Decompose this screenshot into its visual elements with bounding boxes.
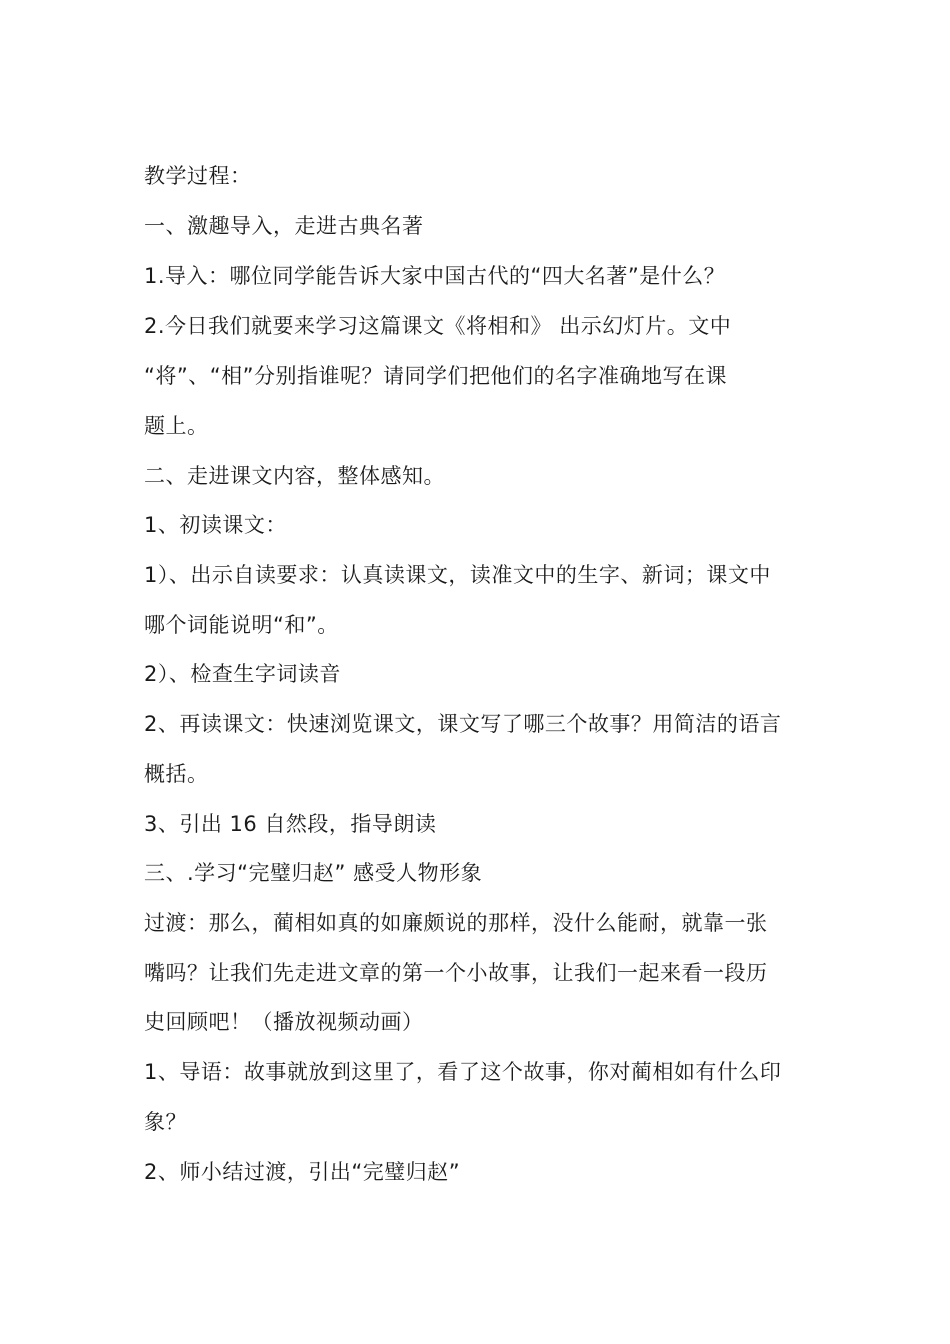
section-heading: 二、走进课文内容，整体感知。	[144, 464, 445, 488]
text-line: 过渡：那么，蔺相如真的如廉颇说的那样，没什么能耐，就靠一张	[144, 911, 768, 935]
text-line: 嘴吗？让我们先走进文章的第一个小故事，让我们一起来看一段历	[144, 961, 768, 985]
text-line: 1、初读课文：	[144, 513, 287, 537]
text-line: 哪个词能说明“和”。	[144, 613, 339, 637]
text-line: 2.今日我们就要来学习这篇课文《将相和》 出示幻灯片。文中	[144, 314, 732, 338]
text-line: 题上。	[144, 414, 209, 438]
text-line: 3、引出 16 自然段，指导朗读	[144, 812, 437, 836]
text-line: 1、导语：故事就放到这里了，看了这个故事，你对蔺相如有什么印	[144, 1060, 782, 1084]
text-line: 1）、出示自读要求：认真读课文，读准文中的生字、新词；课文中	[144, 563, 771, 587]
text-line: 史回顾吧！（播放视频动画）	[144, 1010, 424, 1034]
text-line: 2、师小结过渡，引出“完璧归赵”	[144, 1160, 461, 1184]
section-heading: 三、.学习“完璧归赵” 感受人物形象	[144, 861, 483, 885]
section-heading: 一、激趣导入，走进古典名著	[144, 214, 424, 238]
text-line: 2、再读课文：快速浏览课文，课文写了哪三个故事？用简洁的语言	[144, 712, 782, 736]
text-line: 1.导入：哪位同学能告诉大家中国古代的“四大名著”是什么？	[144, 264, 726, 288]
text-line: 象？	[144, 1110, 187, 1134]
text-line: 2）、检查生字词读音	[144, 662, 341, 686]
text-line: 概括。	[144, 762, 209, 786]
text-line: “将”、“相”分别指谁呢？请同学们把他们的名字准确地写在课	[144, 364, 728, 388]
text-line: 教学过程：	[144, 164, 252, 188]
